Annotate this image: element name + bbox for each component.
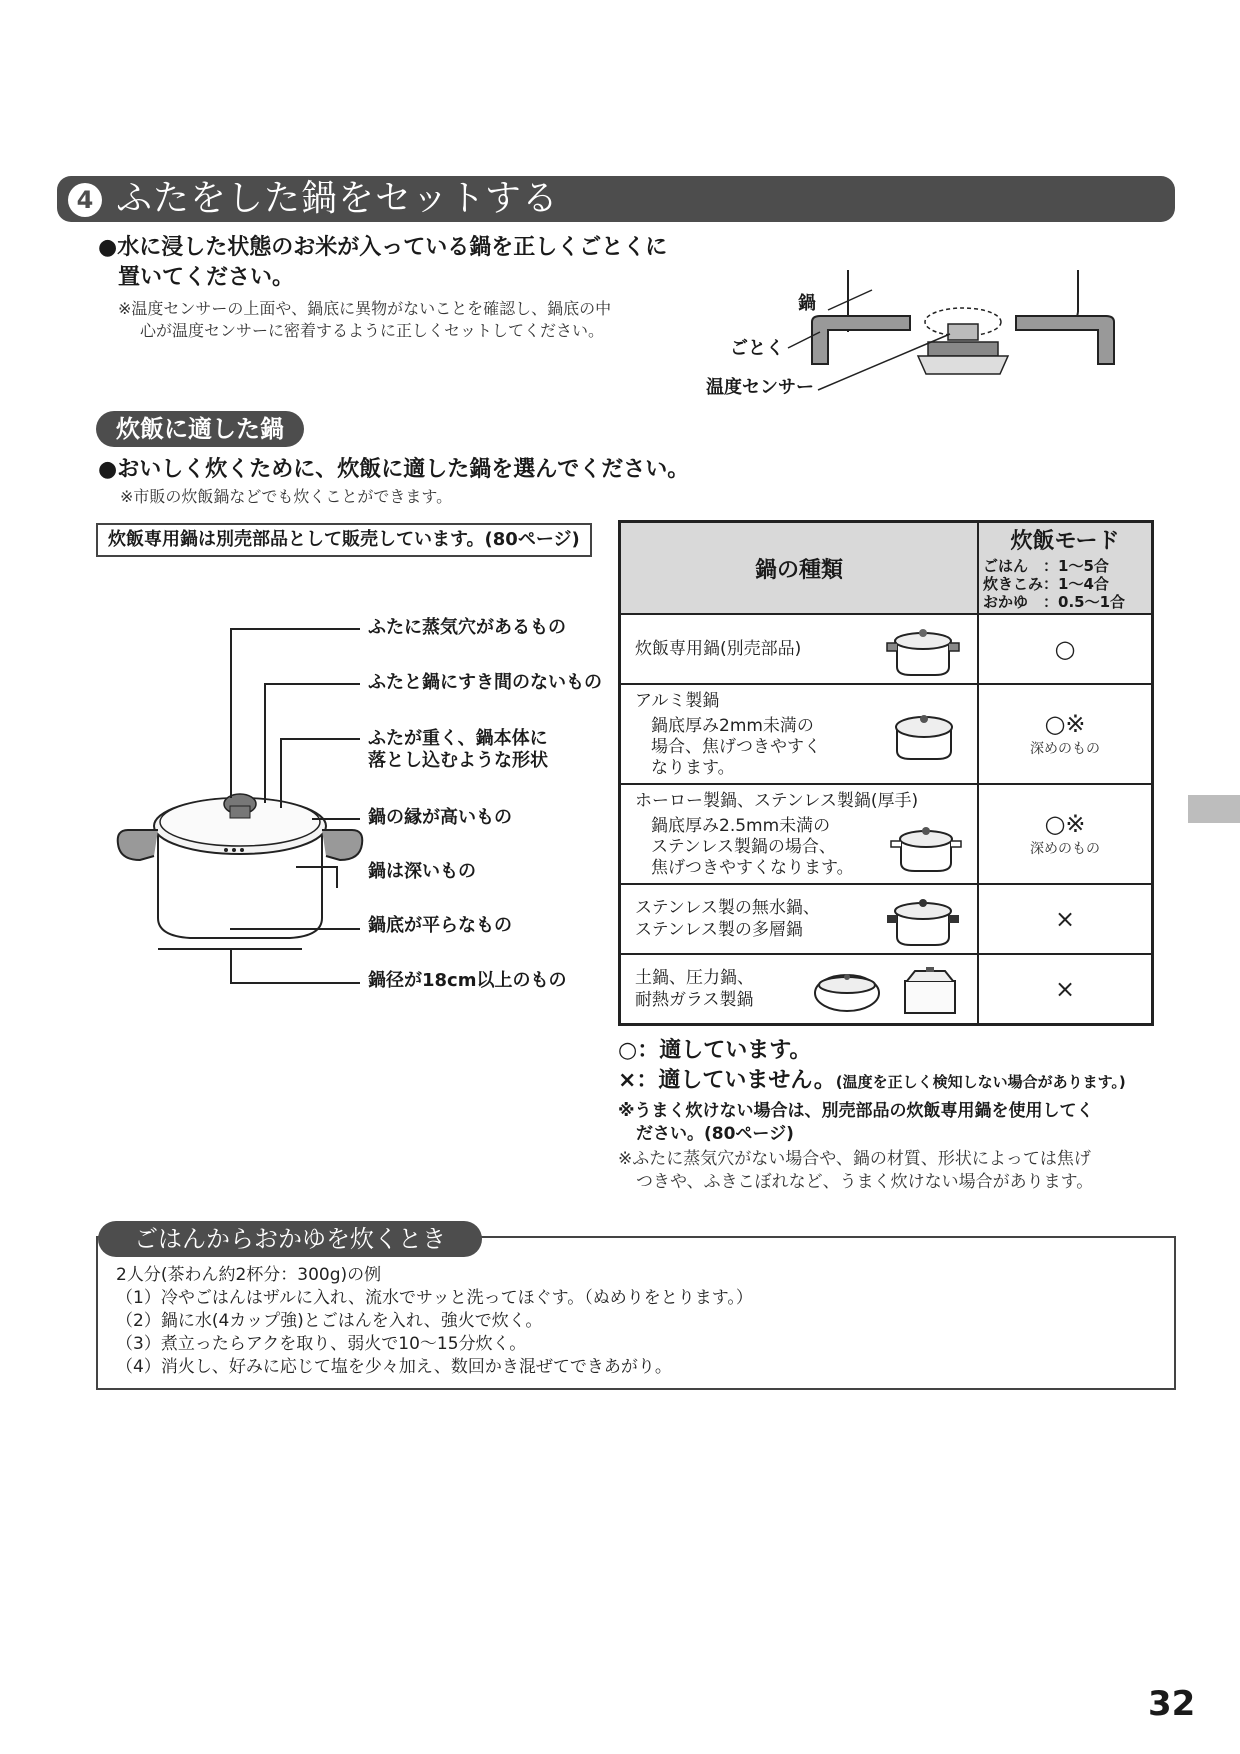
table-row: [620, 954, 1153, 1024]
section-pill-suitable-pots: 炊飯に適した鍋: [96, 411, 304, 447]
leader-heavy-lid: [280, 738, 360, 740]
recipe-text: [116, 1264, 753, 1379]
table-header-mode: [978, 522, 1153, 615]
mode-mixed: 炊きこみ：1～4合: [983, 574, 1109, 593]
recipe-line: （3）煮立ったらアクを取り、弱火で10～15分炊く。: [116, 1334, 527, 1354]
mark-enamel-note: 深めのもの: [1030, 841, 1100, 857]
pot-detail-line: 鍋底厚み2mm未満の: [651, 715, 814, 736]
table-header-mode-title: 炊飯モード: [1010, 528, 1120, 554]
leader-steam-hole-v: [230, 628, 232, 798]
page-number: 32: [1148, 1684, 1196, 1724]
leader-steam-hole: [230, 628, 360, 630]
legend-note-1-line: ださい。(80ページ): [636, 1124, 794, 1144]
pot-name: 土鍋、圧力鍋、: [635, 967, 754, 988]
mark-aluminum-note: 深めのもの: [1030, 741, 1100, 757]
pot-label-high-rim: 鍋の縁が高いもの: [368, 807, 512, 828]
mark-aluminum: [978, 684, 1153, 784]
recipe-line: （2）鍋に水(4カップ強)とごはんを入れ、強火で炊く。: [116, 1311, 543, 1331]
leader-no-gap: [264, 683, 360, 685]
legend-note-2-line: つきや、ふきこぼれなど、うまく炊けない場合があります。: [636, 1172, 1094, 1192]
step-lead-1: ●水に浸した状態のお米が入っている鍋を正しくごとくに: [98, 235, 668, 260]
pot-name: 炊飯専用鍋(別売部品): [635, 639, 802, 659]
leader-diameter-h: [230, 982, 360, 984]
pot-cell-enamel: [620, 784, 979, 884]
pot-detail-line: 焦げつきやすくなります。: [651, 857, 854, 878]
pot-label-deep: 鍋は深いもの: [368, 861, 476, 882]
table-row: [620, 614, 1153, 684]
mark-dedicated: ○: [978, 614, 1153, 684]
recipe-line: （1）冷やごはんはザルに入れ、流水でサッと洗ってほぐす。（ぬめりをとります。）: [116, 1288, 753, 1308]
pot-label-steam-hole: ふたに蒸気穴があるもの: [368, 617, 566, 638]
pot-label-no-gap: ふたと鍋にすき間のないもの: [368, 672, 602, 693]
sold-separately-box: 炊飯専用鍋は別売部品として販売しています。(80ページ): [96, 523, 592, 557]
mode-list: [979, 555, 1151, 613]
label-trivet: ごとく: [730, 338, 784, 359]
legend-note-2: [618, 1148, 1093, 1194]
leader-diameter-v: [230, 948, 232, 984]
pot-detail-line: 場合、焦げつきやすく: [651, 736, 821, 757]
pot-stainless-icon: [883, 891, 963, 947]
mark-aluminum-symbol: ○※: [1044, 710, 1086, 738]
leader-flat-bottom: [230, 928, 360, 930]
step-lead-2: 置いてください。: [118, 265, 295, 290]
step-note-1: ※温度センサーの上面や、鍋底に異物がないことを確認し、鍋底の中: [118, 299, 612, 318]
recipe-line: （4）消火し、好みに応じて塩を少々加え、数回かき混ぜてできあがり。: [116, 1357, 672, 1377]
legend-ng: ×：適していません。: [618, 1068, 836, 1093]
pot-detail-line: ステンレス製鍋の場合、: [651, 836, 836, 857]
legend-ng-line: [618, 1066, 1126, 1096]
mark-earthen: ×: [978, 954, 1153, 1024]
pot-dedicated-icon: [883, 623, 963, 677]
leader-no-gap-v: [264, 683, 266, 803]
pot-detail-line: 鍋底厚み2.5mm未満の: [651, 815, 831, 836]
leader-high-rim: [312, 818, 360, 820]
table-row: [620, 884, 1153, 954]
table-header-pot-type: 鍋の種類: [620, 522, 979, 615]
pot-cell-aluminum: [620, 684, 979, 784]
mark-stainless: ×: [978, 884, 1153, 954]
table-row: [620, 784, 1153, 884]
mark-enamel-symbol: ○※: [1044, 810, 1086, 838]
legend-ok: ○：適しています。: [618, 1038, 812, 1063]
recipe-title: ごはんからおかゆを炊くとき: [98, 1221, 482, 1257]
leader-heavy-lid-v: [280, 738, 282, 808]
step-note-2: 心が温度センサーに密着するように正しくセットしてください。: [140, 321, 605, 340]
mode-rice: ごはん ：1～5合: [983, 556, 1109, 575]
page-title: ふたをした鍋をセットする: [116, 178, 559, 219]
table-row: [620, 684, 1153, 784]
pot-illustration: [110, 760, 370, 960]
pot-name: ホーロー製鍋、ステンレス製鍋(厚手): [635, 790, 919, 811]
pot-detail: ステンレス製の多層鍋: [635, 920, 803, 940]
pot-label-flat-bottom: 鍋底が平らなもの: [368, 915, 512, 936]
pot-aluminum-icon: [889, 707, 959, 763]
pot-earthen-glass-icons: [807, 963, 967, 1019]
legend-ng-small: (温度を正しく検知しない場合があります。): [835, 1073, 1126, 1091]
section-note: ※市販の炊飯鍋などでも炊くことができます。: [120, 487, 453, 506]
pot-cell-stainless-waterless: [620, 884, 979, 954]
pot-name: アルミ製鍋: [635, 690, 720, 711]
legend-note-1-line: ※うまく炊けない場合は、別売部品の炊飯専用鍋を使用してく: [618, 1101, 1094, 1121]
pot-label-heavy-lid-2: 落とし込むような形状: [368, 750, 548, 771]
pot-detail-line: なります。: [651, 757, 735, 778]
pot-type-table: [618, 520, 1154, 1026]
section-lead: ●おいしく炊くために、炊飯に適した鍋を選んでください。: [98, 457, 690, 482]
mark-enamel: [978, 784, 1153, 884]
legend-note-2-line: ※ふたに蒸気穴がない場合や、鍋の材質、形状によっては焦げ: [618, 1149, 1091, 1169]
label-pot: 鍋: [798, 293, 816, 314]
pot-cell-dedicated: [620, 614, 979, 684]
leader-deep-v: [336, 866, 338, 888]
pot-detail: 耐熱ガラス製鍋: [635, 989, 754, 1010]
step-number-badge: 4: [68, 183, 102, 217]
pot-label-heavy-lid-1: ふたが重く、鍋本体に: [368, 728, 548, 749]
mode-porridge: おかゆ ：0.5～1合: [983, 592, 1126, 611]
label-temperature-sensor: 温度センサー: [706, 377, 814, 398]
pot-cell-earthen: [620, 954, 979, 1024]
legend-note-1: [618, 1100, 1094, 1146]
pot-label-diameter: 鍋径が18cm以上のもの: [368, 970, 567, 991]
leader-deep: [296, 866, 336, 868]
pot-enamel-icon: [889, 819, 963, 875]
pot-name: ステンレス製の無水鍋、: [635, 898, 820, 918]
recipe-line: 2人分(茶わん約2杯分：300g)の例: [116, 1265, 382, 1285]
chapter-tab: [1188, 795, 1240, 823]
